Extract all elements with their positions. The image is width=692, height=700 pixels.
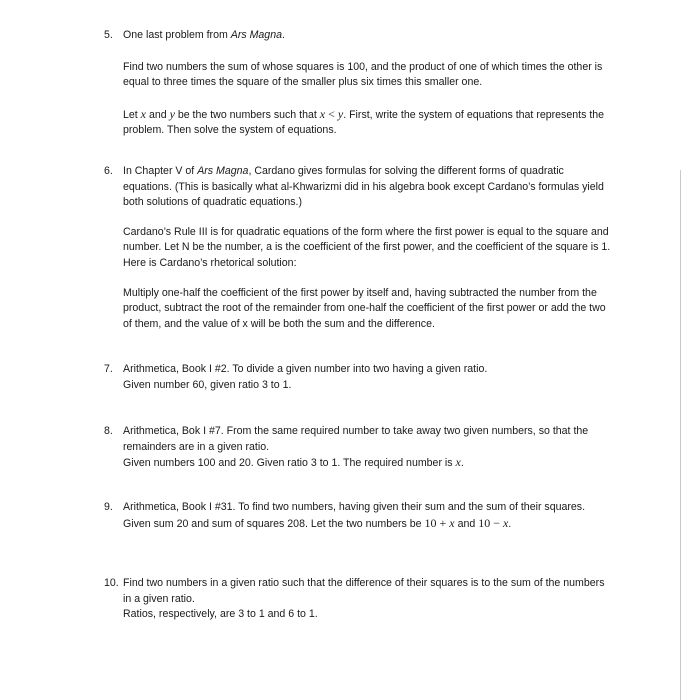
problem-7: [104, 362, 614, 393]
text: be the two numbers such that: [174, 108, 320, 121]
problem-number: 7.: [104, 363, 113, 375]
problem-8: [104, 424, 614, 472]
scrollbar-track[interactable]: [680, 170, 687, 700]
text: .: [460, 457, 464, 470]
problem-10: [104, 576, 614, 623]
problem-given: [123, 516, 614, 533]
problem-given: Given number 60, given ratio 3 to 1.: [123, 378, 292, 391]
text: and: [454, 517, 479, 530]
problem-statement: Arithmetica, Book I #2. To divide a given number into two having a given ratio.: [123, 363, 488, 375]
math-variable: x: [502, 515, 509, 530]
math-operator: <: [325, 106, 338, 121]
problem-instructions: [123, 107, 614, 139]
math-variable: x: [140, 106, 146, 121]
text: Let: [123, 108, 141, 121]
math-variable: x: [449, 515, 455, 530]
math-expression: 10 −: [478, 515, 503, 530]
problem-number: 6.: [104, 165, 113, 177]
problem-quote: Multiply one-half the coefficient of the first power by itself and, having subtracted the number from the product, subtract the root of the remainder from one-half the coefficient of the first power or add the two of them, and the value of x will be both the sum and the difference.: [123, 286, 606, 330]
problem-statement: Arithmetica, Book I #31. To find two numbers, having given their sum and the sum of their squares.: [123, 501, 586, 513]
problem-statement: Find two numbers in a given ratio such that the difference of their squares is to the sum of the numbers in a given ratio.: [123, 577, 605, 605]
math-variable: y: [169, 106, 175, 121]
problem-intro: [123, 164, 614, 211]
text: .: [508, 517, 512, 530]
math-variable: y: [337, 106, 344, 121]
problem-9: [104, 500, 614, 532]
text: Given numbers 100 and 20. Given ratio 3 to 1. The required number is: [123, 457, 456, 470]
text: . First, write the system of equations that represents the problem. Then solve the system of equations.: [123, 108, 605, 137]
problem-heading: [123, 28, 614, 44]
text: Given sum 20 and sum of squares 208. Let the two numbers be: [123, 517, 425, 530]
problem-number: 10.: [104, 577, 119, 589]
math-expression: 10 +: [424, 515, 450, 530]
text: .: [281, 29, 285, 41]
problem-number: 5.: [104, 29, 113, 41]
book-title: Ars Magna: [197, 165, 249, 177]
text: and: [146, 108, 170, 121]
math-variable: x: [455, 455, 461, 470]
problem-5: [104, 28, 614, 139]
problem-given: Ratios, respectively, are 3 to 1 and 6 to 1.: [123, 608, 318, 621]
problem-given: [123, 455, 614, 472]
problem-number: 9.: [104, 501, 113, 513]
problem-number: 8.: [104, 425, 113, 437]
text: One last problem from: [123, 29, 231, 41]
math-variable: x: [319, 106, 326, 121]
problem-6: [104, 164, 614, 332]
book-title: Ars Magna: [230, 29, 282, 41]
problem-statement: Find two numbers the sum of whose squares is 100, and the product of one of which times the other is equal to three times the square of the smaller plus six times this smaller one.: [123, 60, 603, 89]
problem-statement: Arithmetica, Bok I #7. From the same required number to take away two given numbers, so that the remainders are in a given ratio.: [123, 425, 589, 453]
problem-rule: Cardano’s Rule III is for quadratic equations of the form where the first power is equal to the square and number. Let N be the number, a is the coefficient of the first power, and the coefficient of the square is 1. Here is Cardano’s rhetorical solution:: [123, 225, 611, 269]
text: In Chapter V of: [123, 165, 198, 177]
text: , Cardano gives formulas for solving the different forms of quadratic equations. (This is basically what al-Khwarizmi did in his algebra book except Cardano’s formulas yield both solutions of quadratic equations.): [123, 165, 604, 209]
